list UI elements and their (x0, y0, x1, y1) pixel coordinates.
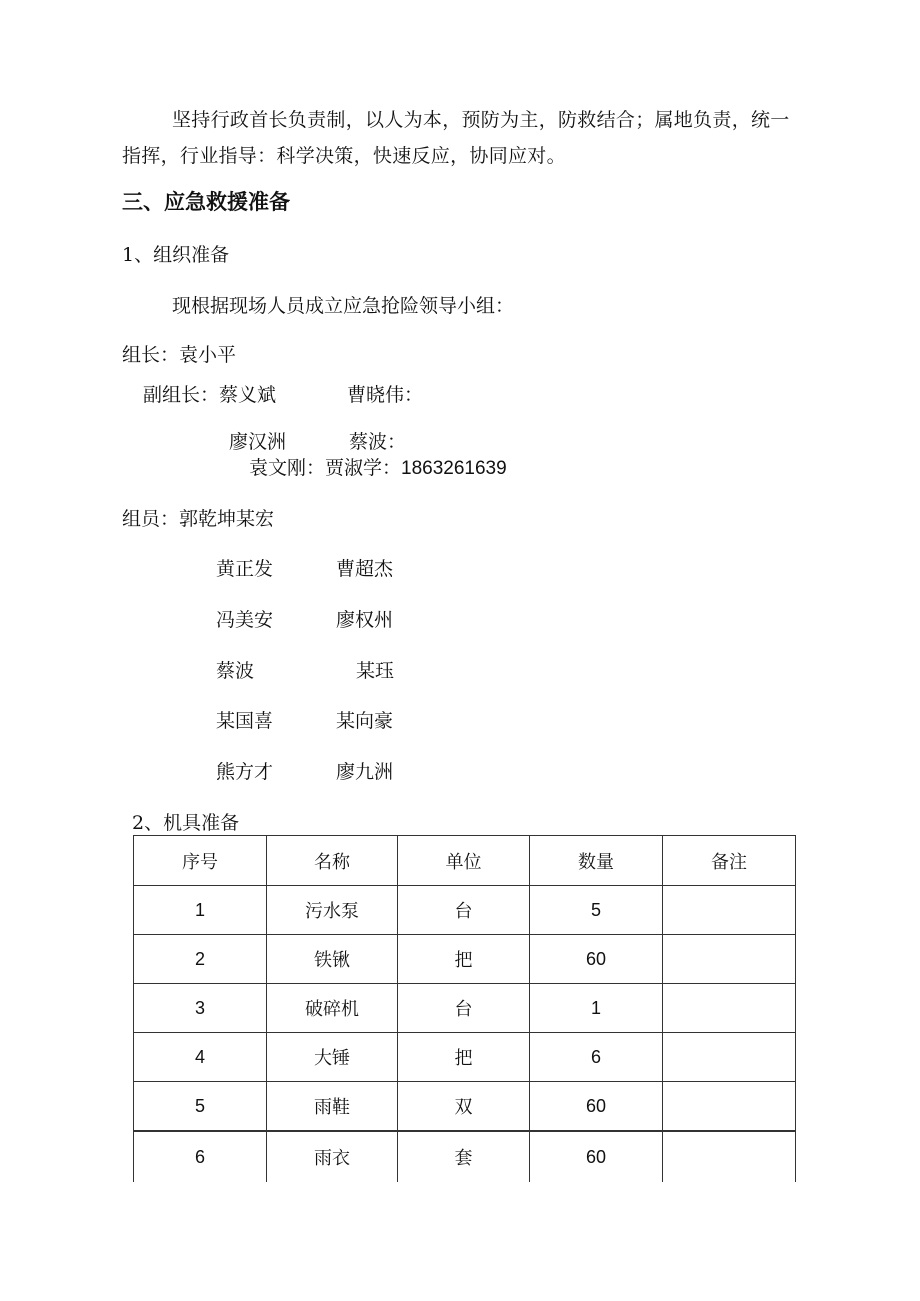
column-header: 单位 (398, 836, 530, 886)
table-row (134, 935, 796, 984)
table-row (134, 886, 796, 935)
table-row (134, 1131, 796, 1182)
deputy-label: 副组长： (143, 384, 220, 406)
cell-name: 铁锹 (267, 935, 398, 984)
cell-name: 雨鞋 (267, 1082, 398, 1132)
cell-note (663, 1033, 796, 1082)
table-row (134, 984, 796, 1033)
member-name: 廖九洲 (336, 761, 394, 783)
cell-qty: 1 (530, 984, 663, 1033)
cell-qty: 60 (530, 1131, 663, 1182)
cell-qty: 6 (530, 1033, 663, 1082)
leader-line (122, 343, 236, 367)
cell-note (663, 886, 796, 935)
principle-paragraph (122, 102, 798, 174)
member-name: 熊方才 (216, 761, 274, 783)
equipment-table (133, 835, 796, 1182)
cell-no: 4 (134, 1033, 267, 1082)
member-name: 某国喜 (216, 710, 274, 732)
table-row (134, 1033, 796, 1082)
cell-unit: 台 (398, 984, 530, 1033)
org-subheading: 1、组织准备 (122, 244, 230, 266)
cell-name: 破碎机 (267, 984, 398, 1033)
table-header-row (134, 836, 796, 886)
member-name: 廖权州 (336, 609, 394, 631)
member-name: 冯美安 (216, 609, 274, 631)
member-name: 蔡波 (216, 660, 255, 682)
member-name: 某向豪 (336, 710, 394, 732)
cell-no: 3 (134, 984, 267, 1033)
cell-note (663, 935, 796, 984)
cell-unit: 把 (398, 1033, 530, 1082)
section-heading: 三、应急救援准备 (122, 190, 290, 214)
cell-name: 雨衣 (267, 1131, 398, 1182)
member-first: 郭乾坤某宏 (179, 508, 275, 530)
cell-no: 6 (134, 1131, 267, 1182)
member-line (122, 507, 274, 531)
deputy-name: 曹晓伟： (347, 384, 424, 406)
leader-label: 组长： (122, 344, 180, 366)
cell-unit: 把 (398, 935, 530, 984)
table-row (134, 1082, 796, 1132)
deputy-name: 蔡义斌 (219, 384, 277, 406)
cell-no: 2 (134, 935, 267, 984)
cell-qty: 5 (530, 886, 663, 935)
cell-name: 大锤 (267, 1033, 398, 1082)
cell-note (663, 1082, 796, 1132)
cell-unit: 台 (398, 886, 530, 935)
member-label: 组员： (122, 508, 180, 530)
deputy-label-line (143, 383, 276, 407)
column-header: 备注 (663, 836, 796, 886)
cell-unit: 双 (398, 1082, 530, 1132)
principle-text: 坚持行政首长负责制，以人为本，预防为主，防救结合；属地负责，统一指挥，行业指导：科学决策，快速反应，协同应对。 (122, 109, 790, 167)
deputy-name: 廖汉洲 (229, 431, 287, 453)
org-intro: 现根据现场人员成立应急抢险领导小组： (172, 295, 515, 317)
cell-qty: 60 (530, 935, 663, 984)
cell-no: 1 (134, 886, 267, 935)
cell-note (663, 1131, 796, 1182)
deputy-row3-names: 袁文刚：贾淑学： (249, 457, 402, 479)
member-name: 黄正发 (216, 558, 274, 580)
cell-no: 5 (134, 1082, 267, 1132)
cell-name: 污水泵 (267, 886, 398, 935)
member-name: 某珏 (356, 660, 395, 682)
cell-qty: 60 (530, 1082, 663, 1132)
cell-unit: 套 (398, 1131, 530, 1182)
leader-name: 袁小平 (179, 344, 237, 366)
cell-note (663, 984, 796, 1033)
equipment-subheading: 2、机具准备 (132, 812, 240, 834)
member-name: 曹超杰 (336, 558, 394, 580)
column-header: 名称 (267, 836, 398, 886)
deputy-phone: 1863261639 (401, 458, 507, 479)
deputy-row3 (249, 456, 507, 481)
column-header: 数量 (530, 836, 663, 886)
column-header: 序号 (134, 836, 267, 886)
deputy-name: 蔡波： (349, 431, 407, 453)
